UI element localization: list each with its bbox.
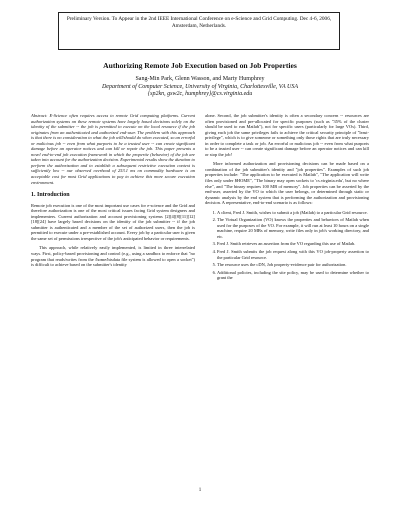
author-block xyxy=(0,76,400,99)
scenario-item-3: 3. Fred J. Smith retrieves an assertion from the VO regarding this use of Matlab. xyxy=(217,241,369,247)
preliminary-notice: Preliminary Version. To Appear in the 2nd IEEE International Conference on e-Science and Grid Computing. Dec 4-6, 2006, Amsterdam, Netherlands. xyxy=(58,12,340,50)
scenario-item-6: 6. Additional policies, including the site policy, may be used to determine whether to grant the xyxy=(217,270,369,281)
scenario-item-4: 4. Fred J. Smith submits the job request along with this VO job-property assertion to the particular Grid resource. xyxy=(217,249,369,260)
scenario-list xyxy=(205,210,369,281)
left-column xyxy=(31,113,195,272)
right-column xyxy=(205,113,369,283)
author-affiliation: Department of Computer Science, University of Virginia, Charlottesville, VA USA xyxy=(101,83,299,90)
scenario-item-5: 5. The resource uses the cDN, Job property-evidence pair for authorization. xyxy=(217,262,369,268)
abstract: Abstract: E-Science often requires access to remote Grid computing platforms. Current authorization systems on these remote systems have largely based decisions solely on the identity of the submitter -- the job is permitted to execute on the local resource if the job originates from an authenticated and authorized end-user. The problem with this approach is that there is no consideration to what the job will/should do when executed, so an errorful or malicious job -- even from what purports to be a trusted user -- can create significant damage before an operator notices and can kill or repair the job. This paper presents a novel end-to-end job execution framework in which the propertie (behavior) of the job are taken into account for the authorization decision. Experimental results show the duration to perform the authorization and to establish a subsequent restrictive execution context is sufficiently low -- our observed overhead of 253.1 ms on commodity hardware is an acceptable cost for most Grid applications to pay to achieve this more secure execution environment. xyxy=(31,113,195,185)
author-email: {sp2kn, gsw2c, humphrey}@cs.virginia.edu xyxy=(147,91,253,98)
intro-paragraph-1: Remote job execution is one of the most important use cases for e-science and the Grid and therefore authorization is one of the most critical issues facing Grid system designers and implementers. Current authorization and account provisioning systems [2][4][8][11][12][18][24] have largely based decisions on the identity of the job submitter -- if the job submitter is authenticated and a member of the set of authorized users, then the job is permitted to execute under a pre-established account. Every job by a particular user is given the same set of permissions irrespective of the job's anticipated behavior or requirements. xyxy=(31,202,195,241)
section-heading-introduction: 1. Introduction xyxy=(31,192,70,199)
author-names: Sang-Min Park, Glenn Wasson, and Marty Humphrey xyxy=(135,76,265,82)
scenario-item-2: 2. The Virtual Organization (VO) knows the properties and behaviors of Matlab when used for the purposes of the VO. For example, it will run at least 10 hours on a single machine, require 20 MBs of memory, write files only in job's working directory, and etc. xyxy=(217,217,369,239)
scenario-item-1: 1. A client, Fred J. Smith, wishes to submit a job (Matlab) to a particular Grid resource. xyxy=(217,210,369,216)
paper-title: Authorizing Remote Job Execution based on Job Properties xyxy=(103,61,297,70)
intro-paragraph-2: This approach, while relatively easily implemented, is limited in three interrelated ways. First, policy-based provisioning and control (e.g., using a sandbox to enforce that "no program that reads/writes from the /home/htsdata file system is allowed to open a socket") is difficult to achieve based on the submitter's identity xyxy=(31,245,195,268)
right-paragraph-1: alone. Second, the job submitter's identity is often a secondary concern -- resources are often provisioned and pre-allocated for specific purposes (such as "35% of the cluster should be used to run Matlab"), not for specific users (particularly for large VOs). Third, giving each job the same privileges fails to achieve the critical security principle of "least-privilege", which is to give someone or something only those rights that are truly necessary in order to complete a task or job. An errorful or malicious job -- even from what purports to be a trusted user -- can create significant damage before an operator notices and can kill or stop the job! xyxy=(205,113,369,157)
page-number: 1 xyxy=(198,488,202,493)
right-paragraph-2: More informed authorization and provisioning decisions can be made based on a combination of the job submitter's identity and "job properties". Examples of such job properties include: "The application to be executed is Matlab", "The application will write files only under $HOME", "The binary may open sockets to 'cs.virginia.edu', but no where else", and "The binary requires 100 MB of memory". Job properties can be asserted by the end-user, asserted by the VO to which the user belongs, or determined through static or dynamic analysis by the end system that is performing the authorization and provisioning decision. A representative, end-to-end scenario is as follows: xyxy=(205,161,369,206)
